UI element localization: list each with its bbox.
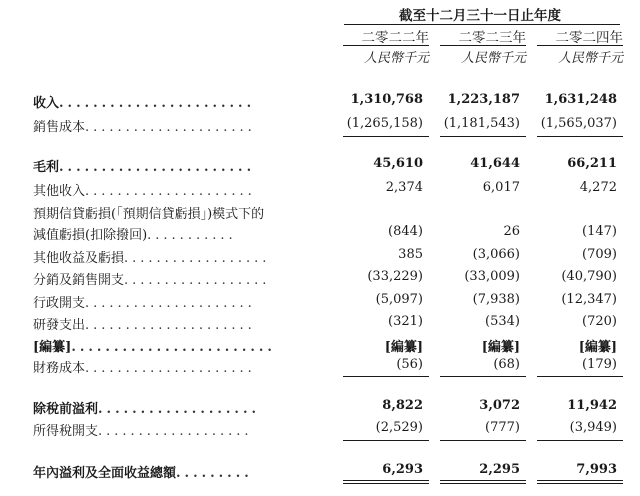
row-label [33,180,256,199]
dot-leader: ..................... [85,120,256,135]
row-value: [編纂] [481,340,520,355]
subtotal-rule [537,136,623,137]
table-row [0,247,640,267]
dot-leader: ......... [176,466,253,481]
row-value: (1,181,543) [443,116,520,131]
dot-leader: .................. [124,251,271,266]
subtotal-rule [440,376,526,377]
dot-leader: ..................... [85,318,256,333]
table-row [0,420,640,440]
dot-leader: ..................... [85,184,256,199]
row-value: (709) [582,247,617,262]
row-label [33,247,270,266]
row-value: (321) [388,314,423,329]
row-value: (720) [582,314,617,329]
row-value: 6,017 [482,180,520,195]
row-value: 66,211 [567,156,617,171]
row-label [33,156,255,175]
row-label [33,224,237,243]
period-header: 截至十二月三十一日止年度 [399,8,561,24]
year-header-2023: 二零二三年 [458,30,526,46]
table-row [0,180,640,200]
row-value: 2,374 [385,180,423,195]
row-label-text: 其他收益及虧損 [33,251,125,266]
subtotal-rule [440,440,526,441]
row-value: (1,265,158) [346,116,423,131]
row-label-text: 收入 [33,96,60,111]
row-value: (68) [493,357,520,372]
dot-leader: ..................... [85,361,256,376]
row-value: (147) [582,224,617,239]
dot-leader: ..................... [85,296,256,311]
subtotal-rule [343,376,429,377]
row-value: 1,631,248 [544,92,617,107]
row-label [33,398,260,417]
row-label-text: 行政開支 [33,296,86,311]
unit-header: 人民幣千元 [557,51,623,66]
row-value: (7,938) [472,292,520,307]
row-label [33,269,270,288]
row-value: (3,949) [569,420,617,435]
unit-header: 人民幣千元 [363,51,429,66]
row-value: (777) [485,420,520,435]
dot-leader: ........... [147,228,237,243]
period-header-rule [344,24,620,25]
row-label [33,314,256,333]
row-value: 26 [503,224,520,239]
row-label-text: 毛利 [33,160,60,175]
row-label [33,92,255,111]
row-label-text: [編纂] [33,340,72,355]
table-row [0,357,640,377]
row-value: 41,644 [470,156,520,171]
row-label-text: 分銷及銷售開支 [33,273,125,288]
year-header-2024: 二零二四年 [555,30,623,46]
table-row [0,116,640,136]
row-label-text: 所得稅開支 [33,424,99,439]
subtotal-rule [440,136,526,137]
row-label-text: 預期信貸虧損(「預期信貸虧損」)模式下的 [33,207,265,222]
row-value: (1,565,037) [540,116,617,131]
row-label-text: 減值虧損(扣除撥回) [33,228,148,243]
row-value: (3,066) [472,247,520,262]
dot-leader: ........................ [71,340,276,355]
row-label-text: 年內溢利及全面收益總額 [33,466,177,481]
subtotal-rule [537,440,623,441]
row-value: 2,295 [479,462,520,477]
row-value: 45,610 [373,156,423,171]
table-row [0,203,640,223]
row-label [33,292,256,311]
row-value: (33,229) [367,269,423,284]
row-value: (2,529) [375,420,423,435]
row-label-text: 其他收入 [33,184,86,199]
subtotal-rule [343,136,429,137]
table-row [0,336,640,356]
year-rule [440,45,526,46]
dot-leader: ................... [98,424,253,439]
row-value: (33,009) [464,269,520,284]
row-label [33,420,253,439]
row-label [33,357,256,376]
row-value: (56) [396,357,423,372]
subtotal-rule [343,440,429,441]
row-label [33,203,264,222]
subtotal-rule [537,376,623,377]
row-label [33,116,256,135]
row-label [33,336,276,355]
dot-leader: ....................... [59,96,256,111]
total-double-rule [440,480,526,484]
dot-leader: ................... [98,402,261,417]
row-value: 1,223,187 [447,92,520,107]
row-label-text: 銷售成本 [33,120,86,135]
unit-header: 人民幣千元 [460,51,526,66]
row-value: 8,822 [382,398,423,413]
row-value: 6,293 [382,462,423,477]
row-value: [編纂] [384,340,423,355]
table-row [0,292,640,312]
table-row [0,224,640,244]
year-rule [537,45,623,46]
year-header-2022: 二零二二年 [361,30,429,46]
table-row [0,314,640,334]
table-row [0,462,640,482]
row-value: (40,790) [561,269,617,284]
row-value: (12,347) [561,292,617,307]
row-value: (534) [485,314,520,329]
table-row [0,398,640,418]
row-value: (844) [388,224,423,239]
total-double-rule [343,480,429,484]
table-row [0,156,640,176]
row-label-text: 財務成本 [33,361,86,376]
dot-leader: ....................... [59,160,256,175]
row-value: (5,097) [375,292,423,307]
row-value: [編纂] [578,340,617,355]
year-rule [343,45,429,46]
row-value: 11,942 [567,398,617,413]
row-value: 4,272 [579,180,617,195]
row-label-text: 除稅前溢利 [33,402,99,417]
row-value: 385 [398,247,423,262]
row-value: 7,993 [576,462,617,477]
total-double-rule [537,480,623,484]
row-label-text: 研發支出 [33,318,86,333]
row-value: 3,072 [479,398,520,413]
row-value: 1,310,768 [350,92,423,107]
row-label [33,462,253,481]
dot-leader: .................. [124,273,271,288]
row-value: (179) [582,357,617,372]
table-row [0,269,640,289]
table-row [0,92,640,112]
